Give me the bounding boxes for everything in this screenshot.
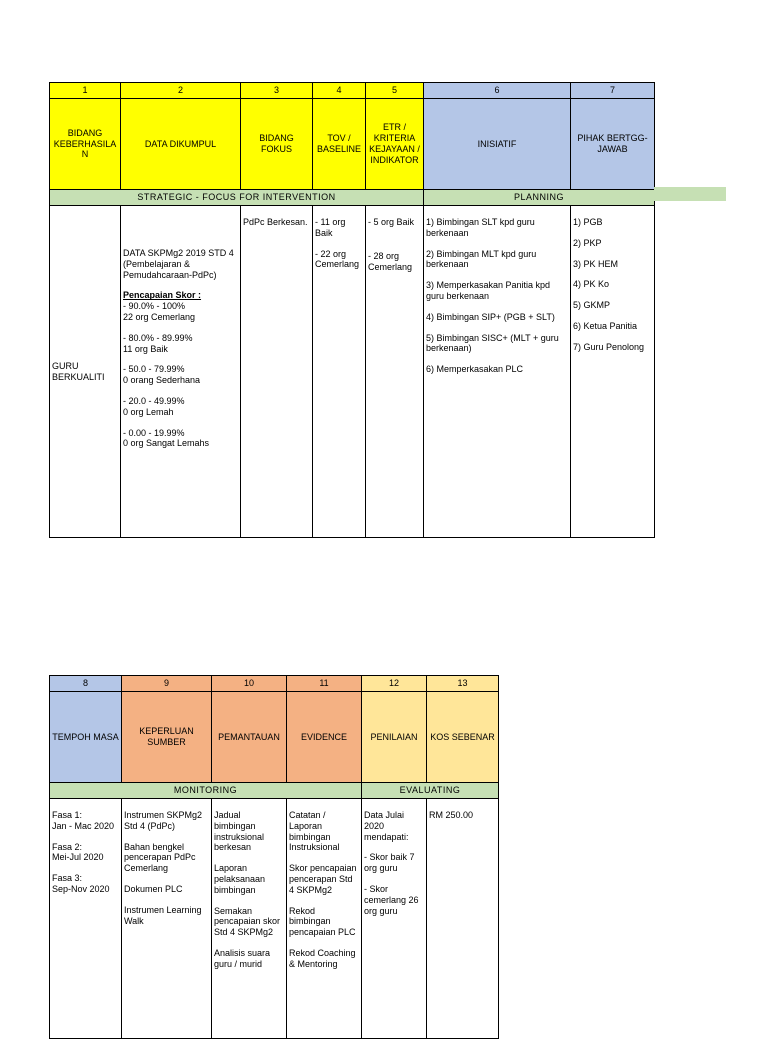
header-bidang-fokus: BIDANG FOKUS xyxy=(241,99,313,190)
inisiatif-item: 2) Bimbingan MLT kpd guru berkenaan xyxy=(426,248,537,270)
col-number-7: 7 xyxy=(571,83,655,99)
pencapaian-item: - 0.00 - 19.99% 0 org Sangat Lemahs xyxy=(123,427,210,449)
band-planning: PLANNING xyxy=(424,190,655,206)
cell-keperluan-sumber xyxy=(122,799,212,1039)
sumber-item: Instrumen Learning Walk xyxy=(124,904,202,926)
header-etr: ETR / KRITERIA KEJAYAAN / INDIKATOR xyxy=(366,99,424,190)
cell-data-dikumpul xyxy=(121,206,241,538)
cell-pihak xyxy=(571,206,655,538)
pihak-item: 4) PK Ko xyxy=(573,279,610,290)
cell-tempoh-masa xyxy=(50,799,122,1039)
inisiatif-item: 1) Bimbingan SLT kpd guru berkenaan xyxy=(426,217,535,238)
col-number-5: 5 xyxy=(366,83,424,99)
header-tempoh-masa: TEMPOH MASA xyxy=(50,692,122,783)
pihak-item: 7) Guru Penolong xyxy=(573,341,645,352)
header-row xyxy=(50,692,499,783)
cell-kos-sebenar xyxy=(427,799,499,1039)
evidence-item: Skor pencapaian pencerapan Std 4 SKPMg2 xyxy=(289,863,357,895)
tempoh-item: Fasa 3: Sep-Nov 2020 xyxy=(52,873,110,894)
col-number-6: 6 xyxy=(424,83,571,99)
pihak-item: 2) PKP xyxy=(573,237,602,248)
planning-band-extension xyxy=(654,187,726,201)
content-row xyxy=(50,799,499,1039)
band-strategic: STRATEGIC - FOCUS FOR INTERVENTION xyxy=(50,190,424,206)
sumber-item: Instrumen SKPMg2 Std 4 (PdPc) xyxy=(124,810,203,831)
col-number-8: 8 xyxy=(50,676,122,692)
cell-pemantauan xyxy=(212,799,287,1039)
tempoh-item: Fasa 2: Mei-Jul 2020 xyxy=(52,841,104,863)
band-monitoring: MONITORING xyxy=(50,783,362,799)
sumber-item: Dokumen PLC xyxy=(124,883,183,894)
col-number-9: 9 xyxy=(122,676,212,692)
cell-etr xyxy=(366,206,424,538)
col-number-11: 11 xyxy=(287,676,362,692)
pencapaian-item: - 80.0% - 89.99% 11 org Baik xyxy=(123,332,193,354)
column-number-row xyxy=(50,676,499,692)
tov-item: - 22 org Cemerlang xyxy=(315,248,360,270)
content-row xyxy=(50,206,655,538)
header-evidence: EVIDENCE xyxy=(287,692,362,783)
cell-penilaian xyxy=(362,799,427,1039)
cell-tov xyxy=(313,206,366,538)
section-band-row xyxy=(50,783,499,799)
pencapaian-item: - 90.0% - 100% 22 org Cemerlang xyxy=(123,301,196,322)
etr-item: - 28 org Cemerlang xyxy=(368,250,413,272)
col-number-1: 1 xyxy=(50,83,121,99)
col-number-12: 12 xyxy=(362,676,427,692)
penilaian-item: - Skor cemerlang 26 org guru xyxy=(364,883,419,916)
section-band-row xyxy=(50,190,655,206)
cell-inisiatif xyxy=(424,206,571,538)
planning-table xyxy=(49,82,655,538)
col-number-4: 4 xyxy=(313,83,366,99)
header-penilaian: PENILAIAN xyxy=(362,692,427,783)
inisiatif-item: 3) Memperkasakan Panitia kpd guru berkenaan xyxy=(426,280,551,301)
cell-bidang-keberhasilan: GURU BERKUALITI xyxy=(50,206,121,538)
pemantauan-item: Semakan pencapaian skor Std 4 SKPMg2 xyxy=(214,905,281,938)
pemantauan-item: Jadual bimbingan instruksional berkesan xyxy=(214,810,265,853)
col-number-3: 3 xyxy=(241,83,313,99)
kos-value: RM 250.00 xyxy=(429,810,474,820)
pihak-item: 3) PK HEM xyxy=(573,258,619,269)
pencapaian-block xyxy=(123,290,238,322)
data-intro: DATA SKPMg2 2019 STD 4 (Pembelajaran & Pemudahcaraan-PdPc) xyxy=(123,248,234,280)
header-row xyxy=(50,99,655,190)
inisiatif-item: 5) Bimbingan SISC+ (MLT + guru berkenaan) xyxy=(426,332,559,354)
band-evaluating: EVALUATING xyxy=(362,783,499,799)
inisiatif-item: 4) Bimbingan SIP+ (PGB + SLT) xyxy=(426,311,555,322)
bidang-fokus-text: PdPc Berkesan. xyxy=(243,217,308,227)
monitoring-table xyxy=(49,675,499,1039)
pihak-item: 1) PGB xyxy=(573,217,603,227)
pemantauan-item: Analisis suara guru / murid xyxy=(214,947,271,969)
evidence-item: Rekod bimbingan pencapaian PLC xyxy=(289,905,356,938)
tov-item: - 11 org Baik xyxy=(315,217,346,238)
etr-item: - 5 org Baik xyxy=(368,217,415,227)
pencapaian-label: Pencapaian Skor : xyxy=(123,290,202,301)
penilaian-item: - Skor baik 7 org guru xyxy=(364,852,415,874)
header-tov-baseline: TOV / BASELINE xyxy=(313,99,366,190)
header-keperluan-sumber: KEPERLUAN SUMBER xyxy=(122,692,212,783)
penilaian-item: Data Julai 2020 mendapati: xyxy=(364,810,409,842)
col-number-2: 2 xyxy=(121,83,241,99)
column-number-row xyxy=(50,83,655,99)
pencapaian-item: - 50.0 - 79.99% 0 orang Sederhana xyxy=(123,364,201,386)
header-data-dikumpul: DATA DIKUMPUL xyxy=(121,99,241,190)
col-number-10: 10 xyxy=(212,676,287,692)
pihak-item: 5) GKMP xyxy=(573,300,611,311)
evidence-item: Rekod Coaching & Mentoring xyxy=(289,947,356,969)
pencapaian-item: - 20.0 - 49.99% 0 org Lemah xyxy=(123,395,185,417)
tempoh-item: Fasa 1: Jan - Mac 2020 xyxy=(52,810,115,831)
header-pihak-bertanggungjawab: PIHAK BERTGG-JAWAB xyxy=(571,99,655,190)
sumber-item: Bahan bengkel pencerapan PdPc Cemerlang xyxy=(124,841,196,874)
header-inisiatif: INISIATIF xyxy=(424,99,571,190)
pihak-item: 6) Ketua Panitia xyxy=(573,320,638,331)
header-pemantauan: PEMANTAUAN xyxy=(212,692,287,783)
header-bidang-keberhasilan: BIDANG KEBERHASILAN xyxy=(50,99,121,190)
inisiatif-item: 6) Memperkasakan PLC xyxy=(426,364,524,375)
evidence-item: Catatan / Laporan bimbingan Instruksional xyxy=(289,810,340,853)
cell-bidang-fokus xyxy=(241,206,313,538)
header-kos-sebenar: KOS SEBENAR xyxy=(427,692,499,783)
col-number-13: 13 xyxy=(427,676,499,692)
pemantauan-item: Laporan pelaksanaan bimbingan xyxy=(214,863,266,895)
cell-evidence xyxy=(287,799,362,1039)
